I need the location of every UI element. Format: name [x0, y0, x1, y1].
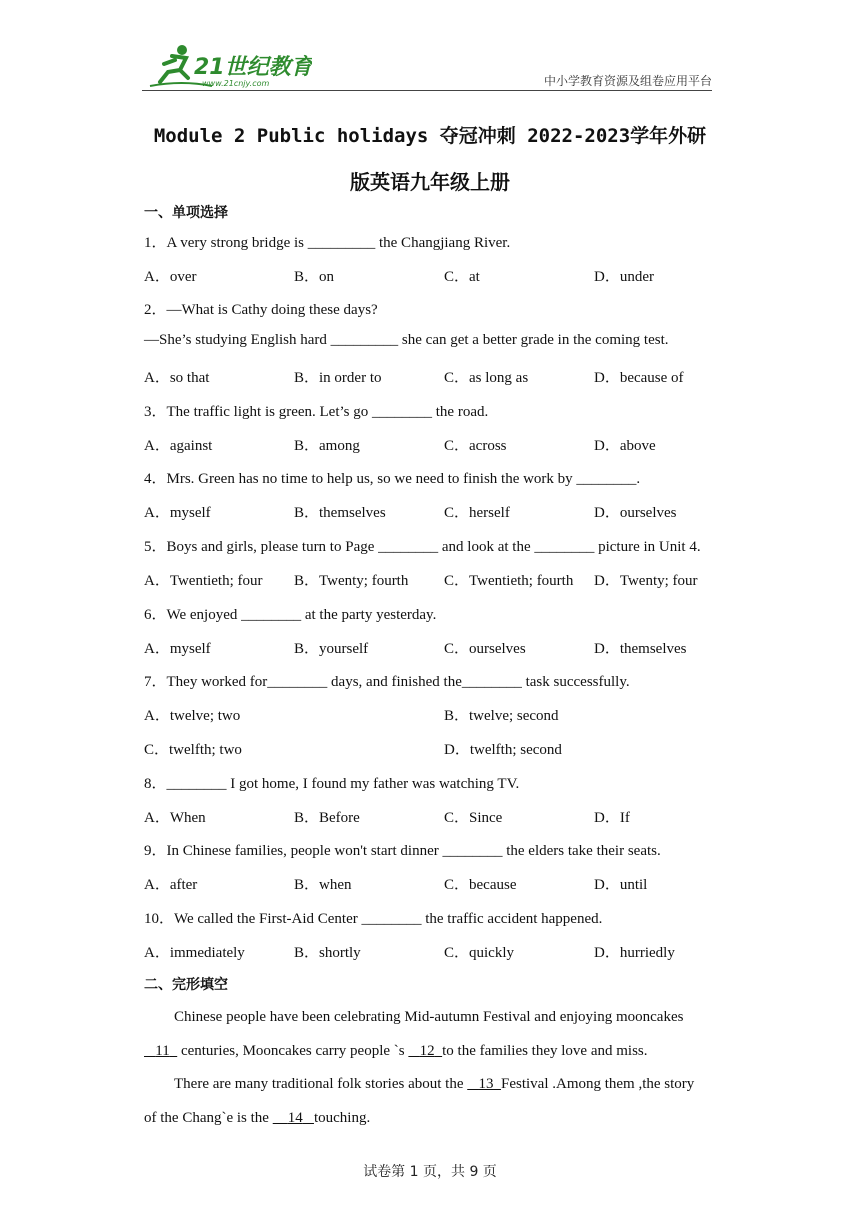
option-5c: C．Twentieth; fourth [444, 573, 574, 589]
option-1c: C．at [444, 269, 480, 285]
option-5a: A．Twentieth; four [144, 573, 263, 589]
question-6: 6．We enjoyed ________ at the party yesterday. [144, 607, 437, 623]
cloze-text: touching. [313, 1110, 371, 1126]
question-2-reply: —She’s studying English hard _________ she can get a better grade in the coming test. [144, 332, 669, 348]
blank-13 [467, 1076, 501, 1092]
option-2d: D．because of [594, 370, 684, 386]
blank-11-number: 11 [155, 1043, 170, 1059]
option-1d: D．under [594, 269, 654, 285]
option-4d: D．ourselves [594, 505, 677, 521]
option-4b: B．themselves [294, 505, 386, 521]
section-heading-single-choice: 一、单项选择 [144, 205, 228, 221]
option-4a: A．myself [144, 505, 211, 521]
cloze-text: centuries, Mooncakes carry people `s [177, 1043, 409, 1059]
option-8c: C．Since [444, 810, 503, 826]
option-8a: A．When [144, 810, 206, 826]
option-7b: B．twelve; second [444, 708, 559, 724]
header-divider [142, 90, 712, 91]
page-title-line2: 版英语九年级上册 [350, 170, 510, 194]
cloze-text: to the families they love and miss. [442, 1043, 648, 1059]
blank-12 [408, 1043, 442, 1059]
cloze-line-1: Chinese people have been celebrating Mid-autumn Festival and enjoying mooncakes [174, 1009, 684, 1025]
question-4: 4．Mrs. Green has no time to help us, so we need to finish the work by ________. [144, 471, 641, 487]
option-4c: C．herself [444, 505, 510, 521]
question-3: 3．The traffic light is green. Let’s go ________ the road. [144, 404, 489, 420]
option-9a: A．after [144, 877, 198, 893]
question-1: 1．A very strong bridge is _________ the Changjiang River. [144, 235, 511, 251]
question-7: 7．They worked for________ days, and finished the________ task successfully. [144, 674, 630, 690]
option-5d: D．Twenty; four [594, 573, 698, 589]
question-9: 9．In Chinese families, people won't start dinner ________ the elders take their seats. [144, 843, 661, 859]
option-6a: A．myself [144, 641, 211, 657]
option-8d: D．If [594, 810, 630, 826]
cloze-line-2 [144, 1043, 648, 1060]
option-2a: A．so that [144, 370, 210, 386]
option-1b: B．on [294, 269, 335, 285]
cloze-text: Festival .Among them ,the story [500, 1076, 695, 1092]
logo-url: www.21cnjy.com [202, 79, 270, 88]
platform-label: 中小学教育资源及组卷应用平台 [543, 74, 712, 88]
blank-11 [144, 1043, 177, 1059]
blank-14 [273, 1110, 314, 1126]
option-2b: B．in order to [294, 370, 382, 386]
option-7c: C．twelfth; two [144, 742, 242, 758]
cloze-line-4 [144, 1110, 370, 1127]
option-3a: A．against [144, 438, 213, 454]
option-10a: A．immediately [144, 945, 245, 961]
option-9b: B．when [294, 877, 352, 893]
logo [142, 42, 312, 90]
question-2: 2．—What is Cathy doing these days? [144, 302, 378, 318]
logo-text: 21世纪教育 [194, 55, 312, 80]
option-3c: C．across [444, 438, 507, 454]
runner-logo-icon [142, 42, 312, 90]
option-8b: B．Before [294, 810, 360, 826]
option-6d: D．themselves [594, 641, 687, 657]
option-9d: D．until [594, 877, 648, 893]
page-header [142, 42, 712, 92]
option-10b: B．shortly [294, 945, 361, 961]
page-footer: 试卷第 1 页，共 9 页 [363, 1164, 497, 1180]
option-2c: C．as long as [444, 370, 529, 386]
option-7d: D．twelfth; second [444, 742, 562, 758]
option-6b: B．yourself [294, 641, 369, 657]
option-1a: A．over [144, 269, 197, 285]
option-6c: C．ourselves [444, 641, 526, 657]
option-9c: C．because [444, 877, 517, 893]
blank-13-number: 13 [478, 1076, 494, 1092]
option-3b: B．among [294, 438, 360, 454]
blank-14-number: 14 [287, 1110, 303, 1126]
question-8: 8．________ I got home, I found my father was watching TV. [144, 776, 520, 792]
option-3d: D．above [594, 438, 656, 454]
cloze-line-3 [174, 1076, 694, 1093]
section-heading-cloze: 二、完形填空 [144, 977, 228, 993]
option-5b: B．Twenty; fourth [294, 573, 409, 589]
option-10c: C．quickly [444, 945, 514, 961]
cloze-text: of the Chang`e is the [144, 1110, 273, 1126]
question-10: 10．We called the First-Aid Center ________ the traffic accident happened. [144, 911, 603, 927]
option-7a: A．twelve; two [144, 708, 241, 724]
cloze-text: There are many traditional folk stories about the [174, 1076, 468, 1092]
option-10d: D．hurriedly [594, 945, 675, 961]
question-5: 5．Boys and girls, please turn to Page ________ and look at the ________ picture in Unit 4. [144, 539, 701, 555]
blank-12-number: 12 [419, 1043, 435, 1059]
page-title-line1: Module 2 Public holidays 夺冠冲刺 2022-2023学年外研 [153, 125, 707, 147]
